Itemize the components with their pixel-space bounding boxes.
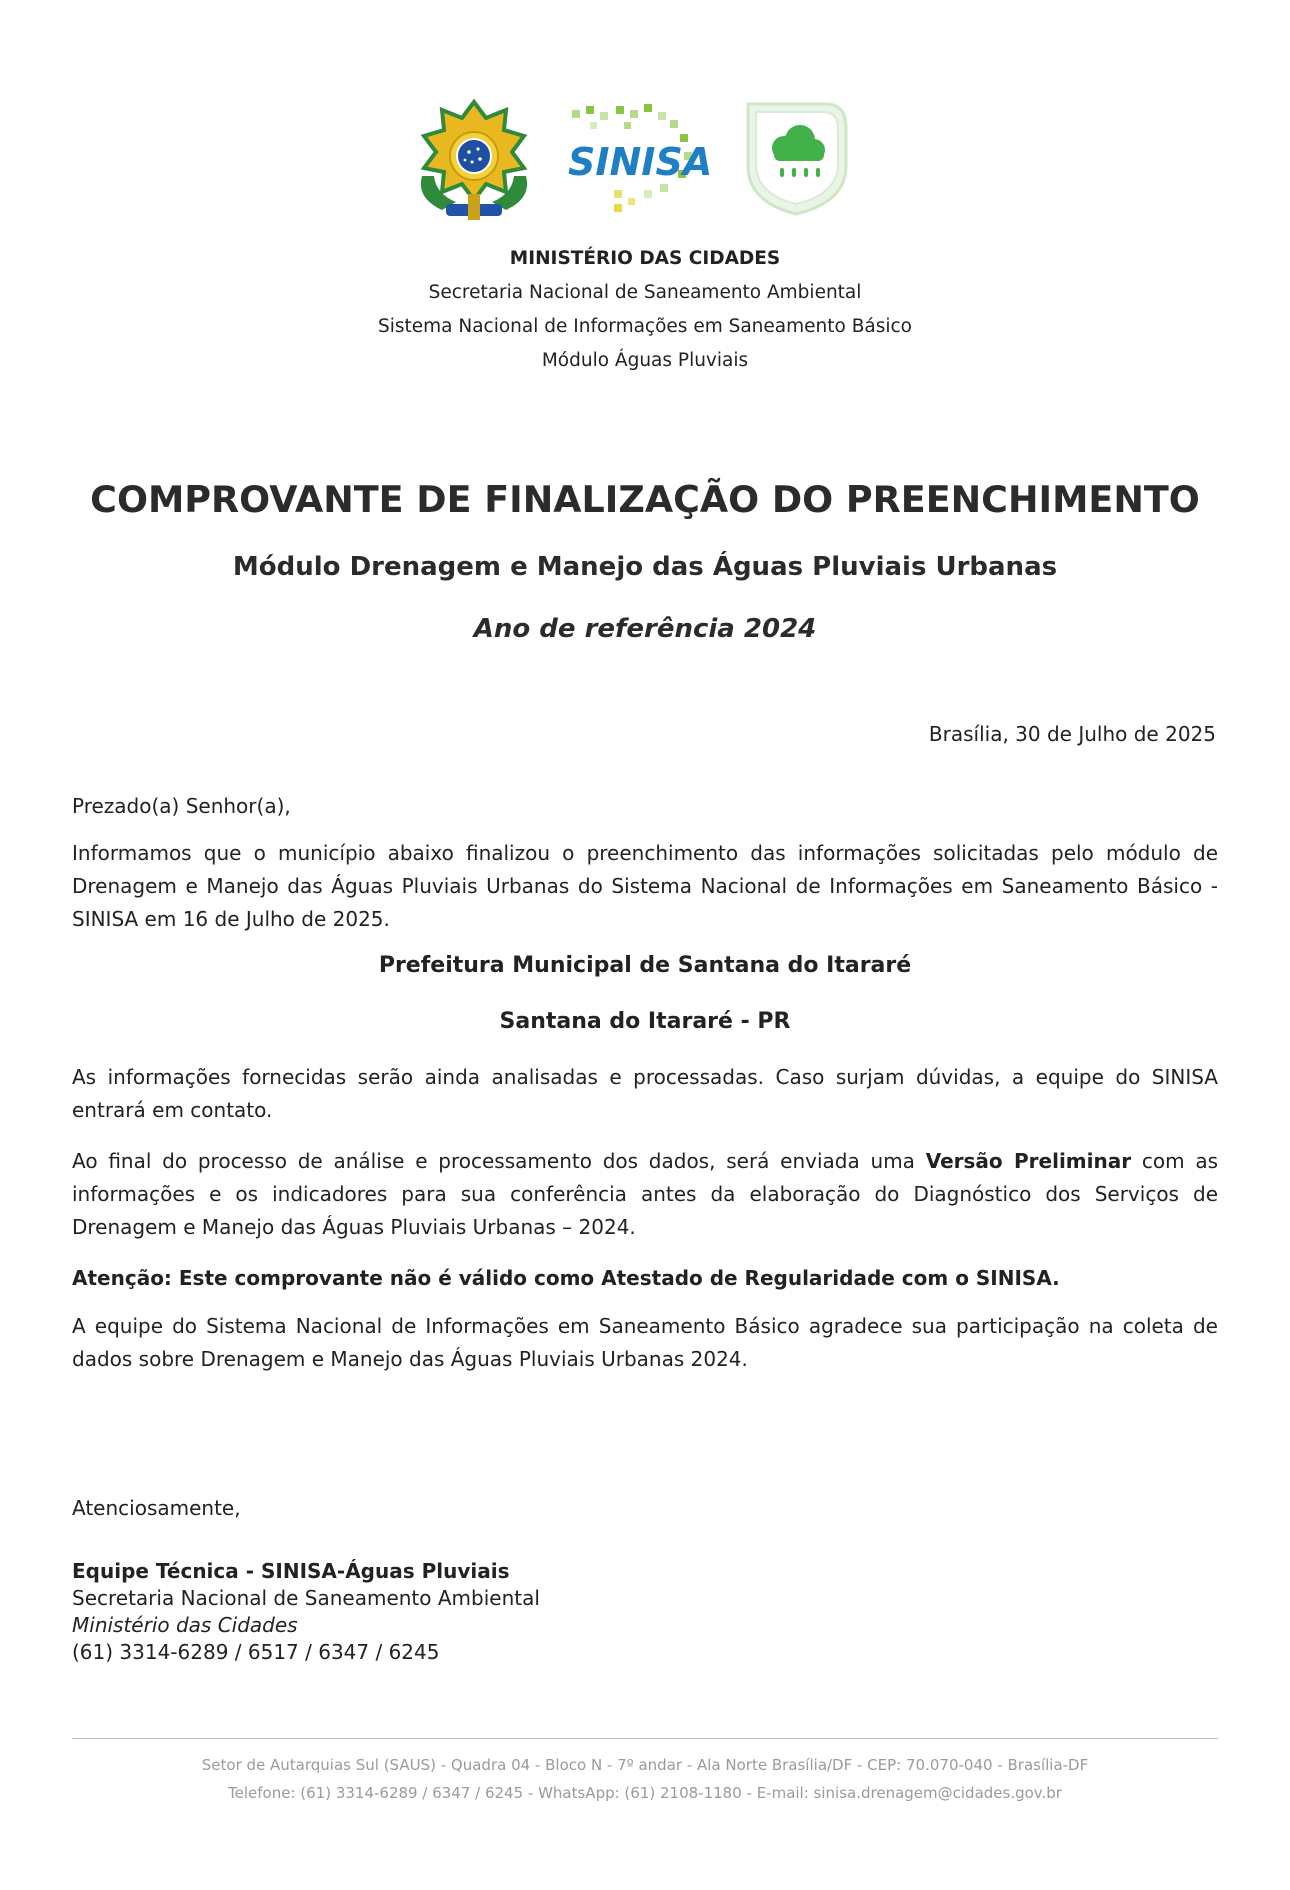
rain-cloud-icon <box>740 98 852 218</box>
footer-address: Setor de Autarquias Sul (SAUS) - Quadra 04 - Bloco N - 7º andar - Ala Norte Brasília/DF - CEP: 70.070-040 - Brasília-DF <box>201 1756 1089 1774</box>
signature-block <box>72 1558 540 1666</box>
paragraph-thanks: A equipe do Sistema Nacional de Informações em Saneamento Básico agradece sua participação na coleta de dados sobre Drenagem e Manejo das Águas Pluviais Urbanas 2024. <box>72 1314 1218 1371</box>
footer-contact: Telefone: (61) 3314-6289 / 6347 / 6245 - WhatsApp: (61) 2108-1180 - E-mail: sinisa.drenagem@cidades.gov.br <box>228 1784 1062 1802</box>
document-title: COMPROVANTE DE FINALIZAÇÃO DO PREENCHIMENTO <box>90 478 1200 521</box>
sinisa-logo-text: SINISA <box>568 140 713 184</box>
system-name: Sistema Nacional de Informações em Saneamento Básico <box>377 316 913 337</box>
date-line: Brasília, 30 de Julho de 2025 <box>928 722 1216 746</box>
paragraph-preliminary-version <box>72 1145 1218 1244</box>
signature-phones: (61) 3314-6289 / 6517 / 6347 / 6245 <box>72 1640 440 1664</box>
module-name: Módulo Águas Pluviais <box>541 350 749 371</box>
paragraph-analysis: As informações fornecidas serão ainda analisadas e processadas. Caso surjam dúvidas, a equipe do SINISA entrará em contato. <box>72 1065 1218 1122</box>
paragraph-preliminary-after: com as informações e os indicadores para sua conferência antes da elaboração do Diagnóstico dos Serviços de Drenagem e Manejo das Águas Pluviais Urbanas – 2024. <box>72 1149 1218 1239</box>
reference-year: Ano de referência 2024 <box>473 614 817 644</box>
municipality-name: Prefeitura Municipal de Santana do Itararé <box>378 953 912 978</box>
footer-divider <box>72 1738 1218 1739</box>
secretariat-name: Secretaria Nacional de Saneamento Ambiental <box>428 282 862 303</box>
salutation: Atenciosamente, <box>72 1496 241 1520</box>
municipality-city-state: Santana do Itararé - PR <box>499 1009 791 1034</box>
header-logos <box>0 98 1290 228</box>
paragraph-preliminary-before: Ao final do processo de análise e processamento dos dados, será enviada uma <box>72 1149 926 1173</box>
preliminary-version-label: Versão Preliminar <box>925 1149 1132 1173</box>
sinisa-logo <box>560 98 713 218</box>
signature-team: Equipe Técnica - SINISA-Águas Pluviais <box>72 1559 510 1583</box>
ministry-name: MINISTÉRIO DAS CIDADES <box>509 248 781 269</box>
document-subtitle: Módulo Drenagem e Manejo das Águas Pluviais Urbanas <box>232 552 1058 582</box>
signature-secretariat: Secretaria Nacional de Saneamento Ambiental <box>72 1586 540 1610</box>
brazil-coat-of-arms-icon <box>412 98 536 226</box>
greeting: Prezado(a) Senhor(a), <box>72 794 291 818</box>
attention-note: Atenção: Este comprovante não é válido como Atestado de Regularidade com o SINISA. <box>72 1266 1060 1290</box>
signature-ministry: Ministério das Cidades <box>72 1613 298 1637</box>
paragraph-completion: Informamos que o município abaixo finalizou o preenchimento das informações solicitadas pelo módulo de Drenagem e Manejo das Águas Pluviais Urbanas do Sistema Nacional de Informações em Saneamento Básico - SINISA em 16 de Julho de 2025. <box>72 841 1218 931</box>
